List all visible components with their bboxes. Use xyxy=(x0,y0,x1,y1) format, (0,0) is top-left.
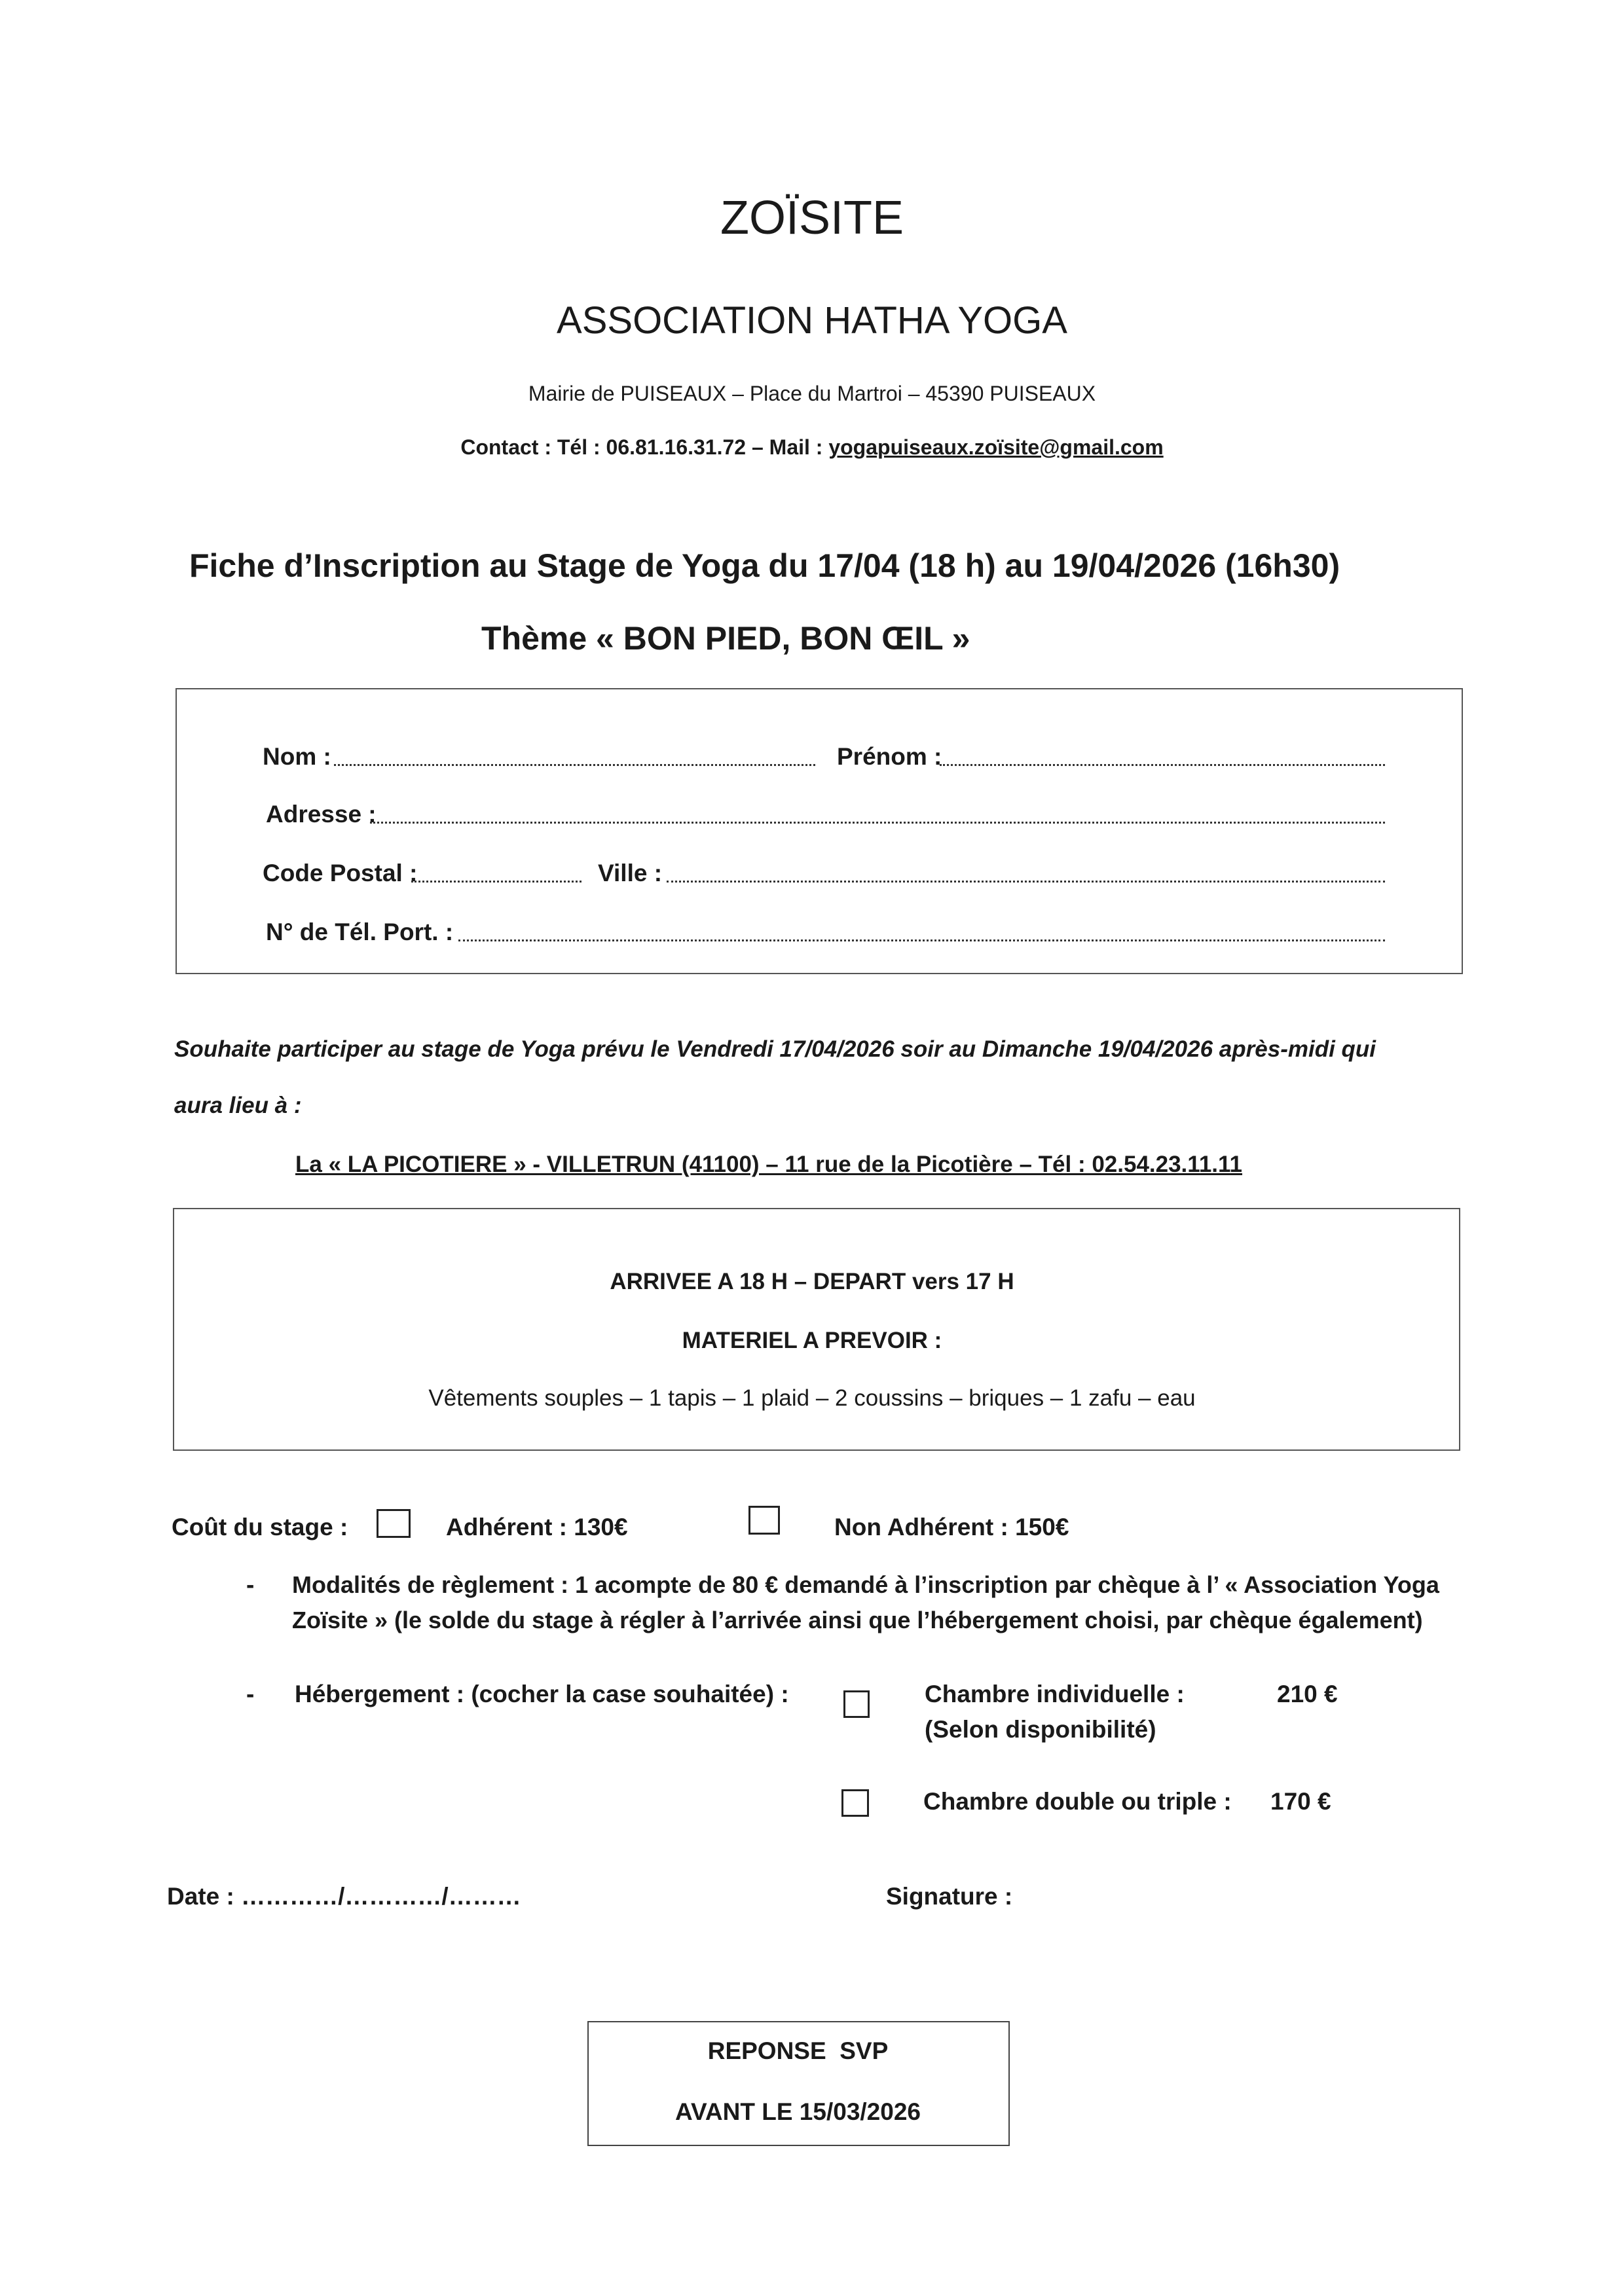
payment-line-2: Zoïsite » (le solde du stage à régler à l’arrivée ainsi que l’hébergement choisi, par chèque également) xyxy=(292,1607,1423,1633)
double-room-label: Chambre double ou triple : xyxy=(923,1788,1232,1815)
material-list: Vêtements souples – 1 tapis – 1 plaid – 2 coussins – briques – 1 zafu – eau xyxy=(428,1385,1196,1411)
theme-title: Thème « BON PIED, BON ŒIL » xyxy=(481,620,970,657)
double-room-price: 170 € xyxy=(1270,1788,1331,1815)
non-adherent-checkbox[interactable] xyxy=(748,1506,780,1535)
adresse-label: Adresse : xyxy=(266,801,377,828)
org-contact xyxy=(0,435,1624,460)
adherent-label: Adhérent : 130€ xyxy=(446,1514,628,1540)
schedule: ARRIVEE A 18 H – DEPART vers 17 H xyxy=(610,1269,1014,1294)
payment-bullet: - xyxy=(246,1571,255,1598)
intro-line-1: Souhaite participer au stage de Yoga prévu le Vendredi 17/04/2026 soir au Dimanche 19/04/2026 après-midi qui xyxy=(174,1036,1376,1062)
lodging-label: Hébergement : (cocher la case souhaitée) : xyxy=(295,1681,789,1707)
lodging-bullet: - xyxy=(246,1681,255,1707)
rsvp-line-2: AVANT LE 15/03/2026 xyxy=(675,2098,921,2125)
org-address: Mairie de PUISEAUX – Place du Martroi – 45390 PUISEAUX xyxy=(528,382,1096,405)
cost-label: Coût du stage : xyxy=(172,1514,348,1540)
signature-label: Signature : xyxy=(886,1883,1013,1910)
ville-label: Ville : xyxy=(598,860,663,886)
tel-field[interactable] xyxy=(458,939,1385,941)
adherent-checkbox[interactable] xyxy=(377,1509,411,1538)
ville-field[interactable] xyxy=(667,881,1385,883)
page-title: Fiche d’Inscription au Stage de Yoga du 17/04 (18 h) au 19/04/2026 (16h30) xyxy=(189,547,1340,584)
email-link[interactable]: yogapuiseaux.zoïsite@gmail.com xyxy=(828,435,1164,459)
date-field[interactable]: Date : …………/…………/……… xyxy=(167,1883,521,1910)
adresse-field[interactable] xyxy=(370,822,1385,824)
payment-line-1: Modalités de règlement : 1 acompte de 80 € demandé à l’inscription par chèque à l’ « Association Yoga xyxy=(292,1571,1439,1598)
nom-field[interactable] xyxy=(334,764,815,766)
org-name: ZOÏSITE xyxy=(720,192,904,244)
rsvp-line-1: REPONSE SVP xyxy=(707,2037,889,2064)
nom-label: Nom : xyxy=(263,743,331,770)
intro-line-2: aura lieu à : xyxy=(174,1093,302,1118)
double-room-checkbox[interactable] xyxy=(841,1789,869,1817)
single-room-label: Chambre individuelle : xyxy=(925,1681,1185,1707)
material-title: MATERIEL A PREVOIR : xyxy=(682,1328,942,1353)
contact-text: Contact : Tél : 06.81.16.31.72 – Mail : xyxy=(460,435,829,459)
single-room-checkbox[interactable] xyxy=(843,1690,870,1718)
org-subtitle: ASSOCIATION HATHA YOGA xyxy=(557,299,1067,342)
single-room-price: 210 € xyxy=(1277,1681,1338,1707)
venue: La « LA PICOTIERE » - VILLETRUN (41100) – 11 rue de la Picotière – Tél : 02.54.23.11.11 xyxy=(295,1152,1243,1177)
code-postal-label: Code Postal : xyxy=(263,860,418,886)
prenom-label: Prénom : xyxy=(837,743,942,770)
prenom-field[interactable] xyxy=(940,764,1385,766)
code-postal-field[interactable] xyxy=(411,881,581,883)
tel-label: N° de Tél. Port. : xyxy=(266,919,454,945)
non-adherent-label: Non Adhérent : 150€ xyxy=(834,1514,1069,1540)
single-room-note: (Selon disponibilité) xyxy=(925,1716,1156,1743)
